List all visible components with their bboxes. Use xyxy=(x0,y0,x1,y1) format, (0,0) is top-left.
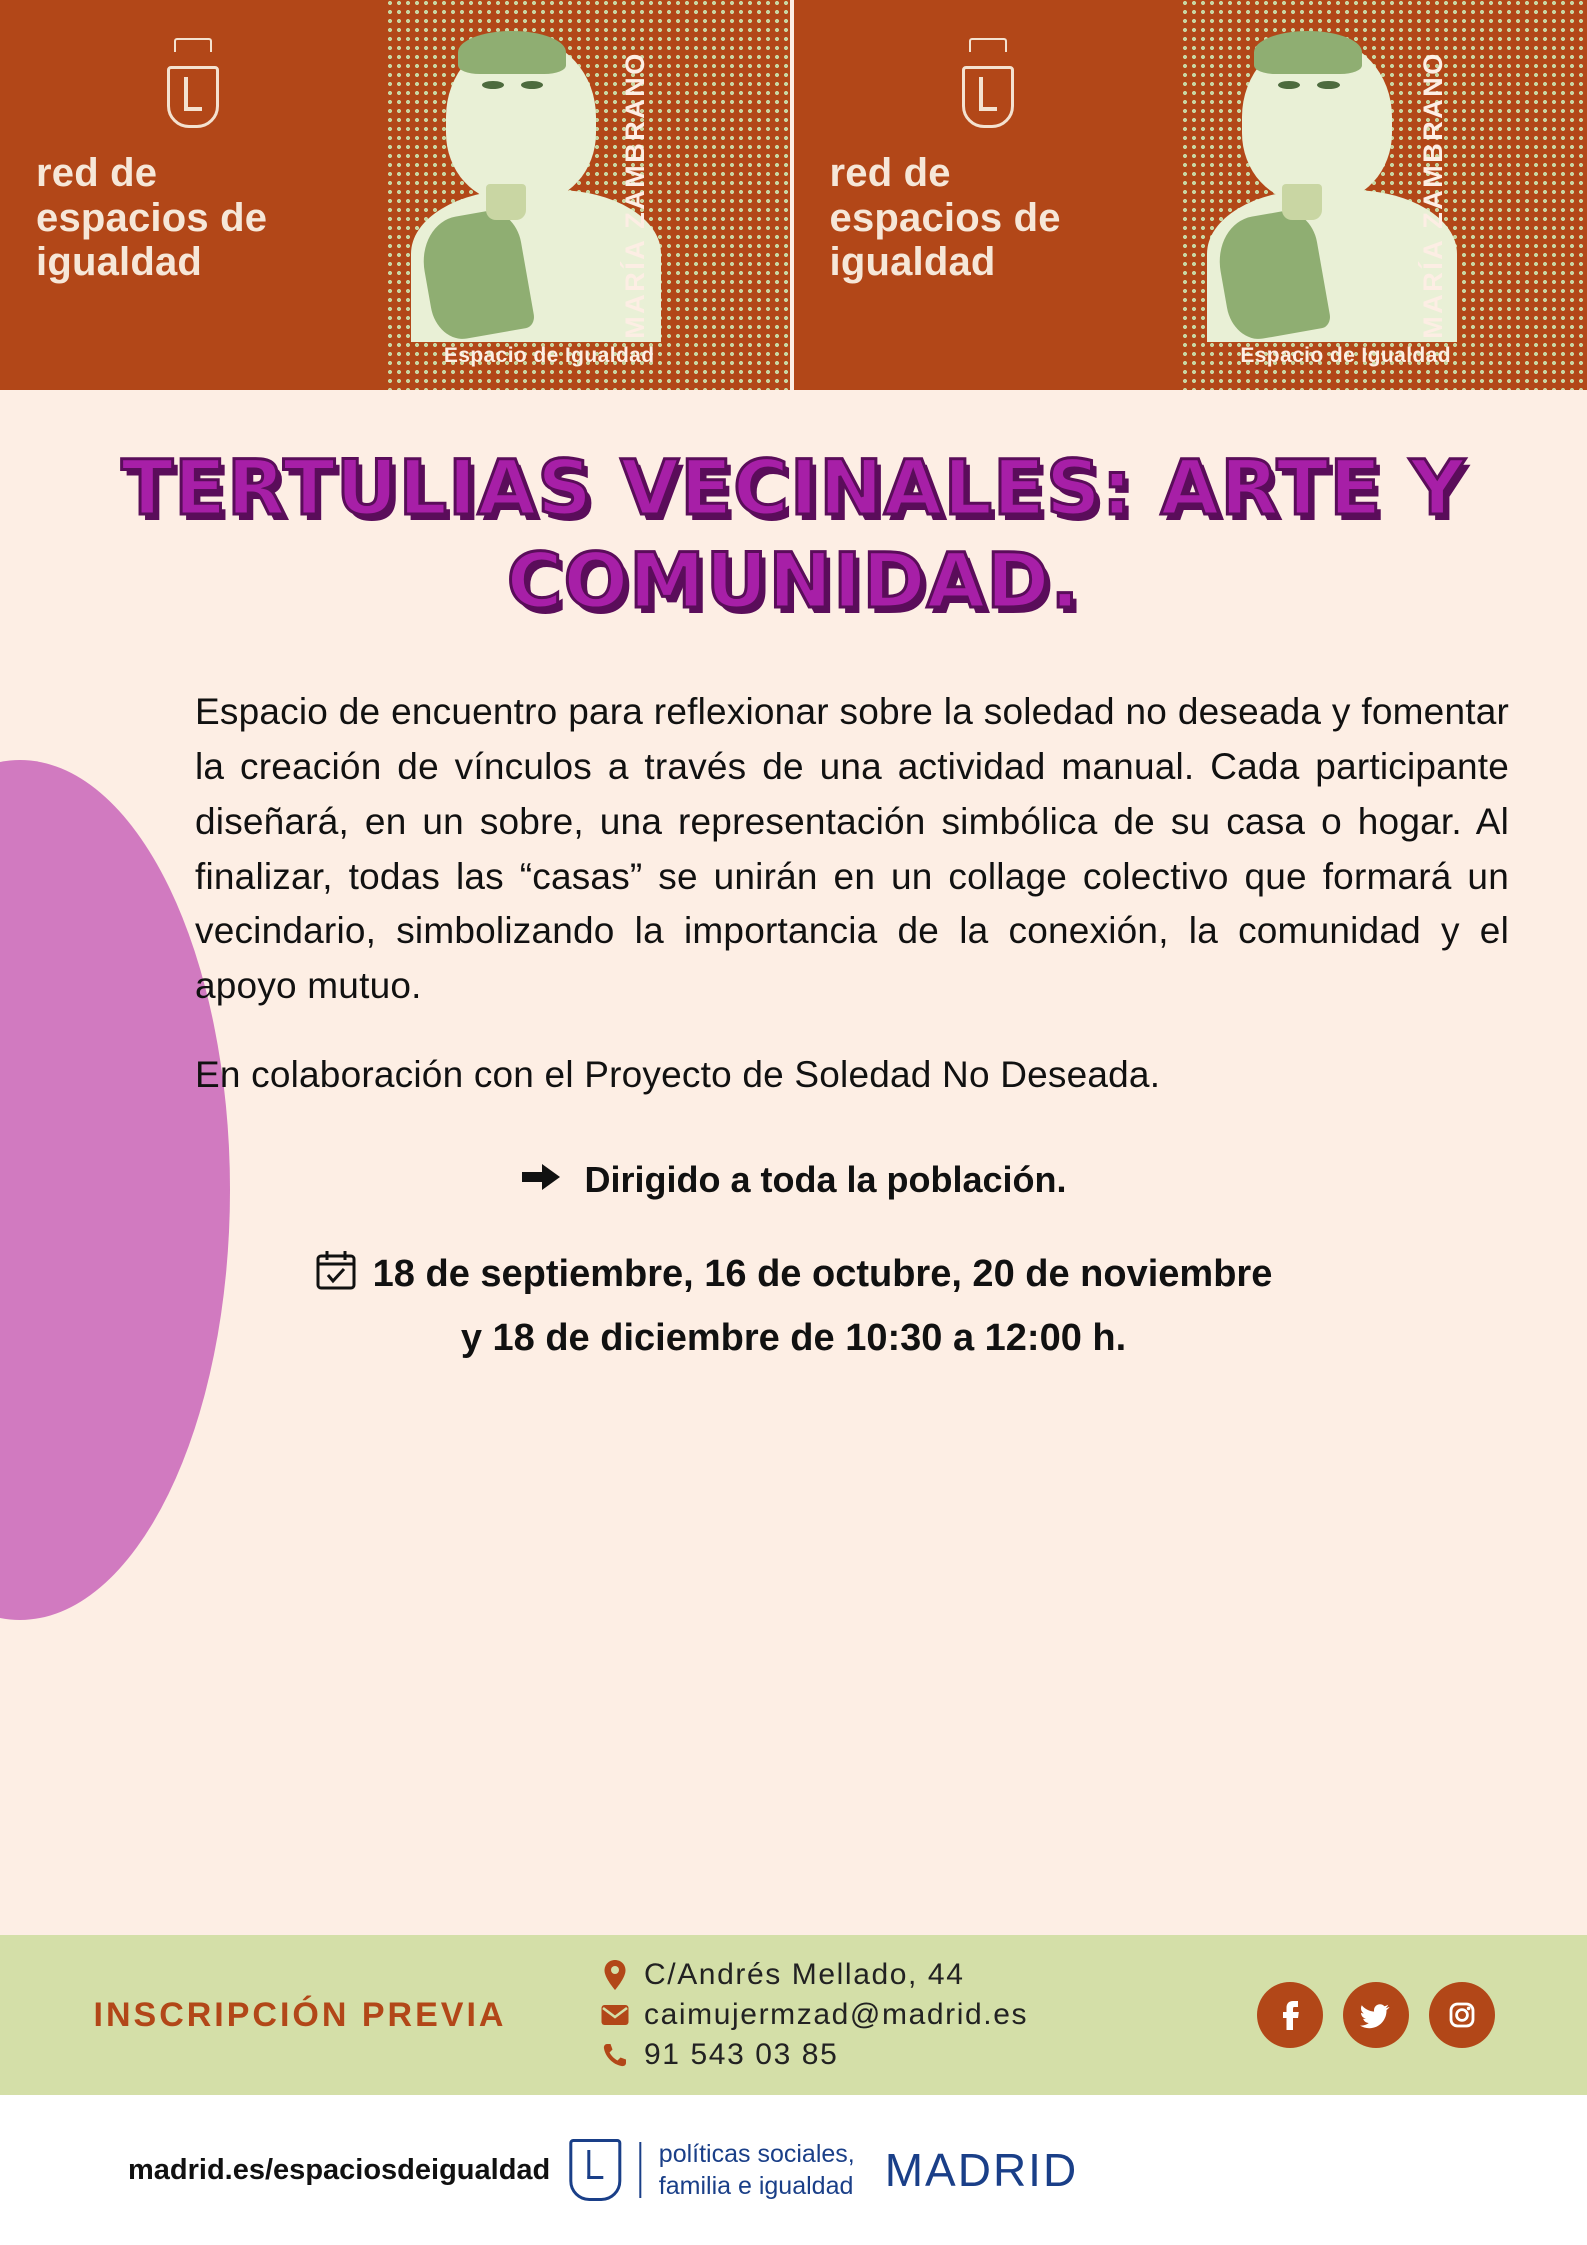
registration-bar xyxy=(0,1935,1587,2095)
logo-divider xyxy=(639,2142,641,2198)
brand-line-3-copy: igualdad xyxy=(829,240,996,285)
maria-zambrano-portrait-icon-2 xyxy=(1182,0,1587,390)
space-name: MARÍA ZAMBRANO xyxy=(620,51,651,339)
header-half-left xyxy=(0,0,794,390)
description-paragraph-2: En colaboración con el Proyecto de Soledad No Deseada. xyxy=(195,1053,1161,1095)
dates-line-1: 18 de septiembre, 16 de octubre, 20 de noviembre xyxy=(372,1253,1273,1296)
bottom-bar xyxy=(0,2095,1587,2245)
facebook-icon[interactable] xyxy=(1257,1982,1323,2048)
inscription-label: INSCRIPCIÓN PREVIA xyxy=(93,1995,507,2034)
madrid-crest-icon xyxy=(164,38,222,116)
madrid-crest-blue-icon xyxy=(569,2139,621,2201)
space-caption: Espacio de Igualdad xyxy=(443,344,655,367)
brand-line-1-copy: red de xyxy=(829,150,951,195)
page-title: TERTULIAS VECINALES: ARTE Y COMUNIDAD. xyxy=(121,443,1466,625)
brand-line-1: red de xyxy=(36,150,158,195)
dates-line-1-row xyxy=(0,1249,1587,1301)
brand-text xyxy=(0,151,387,285)
brand-text-2 xyxy=(794,151,1183,285)
description-block xyxy=(195,685,1509,1102)
brand-block-2 xyxy=(794,0,1183,390)
gov-department-text xyxy=(659,2138,855,2202)
gov-line-1: políticas sociales, xyxy=(658,2140,855,2168)
location-pin-icon xyxy=(600,1959,630,1991)
brand-line-3: igualdad xyxy=(36,240,203,285)
address-row xyxy=(600,1958,1239,1992)
gov-line-2: familia e igualdad xyxy=(658,2172,854,2200)
instagram-icon[interactable] xyxy=(1429,1982,1495,2048)
dates-line-2: y 18 de diciembre de 10:30 a 12:00 h. xyxy=(460,1316,1127,1359)
phone-row[interactable] xyxy=(600,2038,1239,2072)
contact-block xyxy=(600,1958,1239,2072)
twitter-icon[interactable] xyxy=(1343,1982,1409,2048)
email-row[interactable] xyxy=(600,1998,1239,2032)
brand-line-2-copy: espacios de xyxy=(829,195,1061,240)
brand-line-2: espacios de xyxy=(36,195,268,240)
phone-icon xyxy=(600,2042,630,2068)
email-text: caimujermzad@madrid.es xyxy=(644,1998,1029,2031)
dates-block xyxy=(0,1249,1587,1360)
header-banner xyxy=(0,0,1587,390)
arrow-right-icon xyxy=(520,1160,564,1199)
maria-zambrano-portrait-icon xyxy=(387,0,790,390)
madrid-wordmark: MADRID xyxy=(884,2144,1079,2196)
brand-block xyxy=(0,0,387,390)
phone-text: 91 543 03 85 xyxy=(644,2038,839,2071)
audience-text: Dirigido a toda la población. xyxy=(584,1158,1067,1200)
envelope-icon xyxy=(600,2003,630,2027)
government-logo xyxy=(509,2138,1078,2202)
madrid-crest-icon-2 xyxy=(959,38,1017,116)
social-links xyxy=(1239,1982,1587,2048)
space-caption-2: Espacio de Igualdad xyxy=(1240,344,1451,367)
description-paragraph-1: Espacio de encuentro para reflexionar sobre la soledad no deseada y fomentar la creación de vínculos a través de una actividad manual. Cada participante diseñará, en un sobre, una representación simbólica de su casa o hogar. Al finalizar, todas las “casas” se unirán en un collage colectivo que formará un vecindario, simbolizando la importancia de la conexión, la comunidad y el apoyo mutuo. xyxy=(195,691,1509,1007)
space-name-2: MARÍA ZAMBRANO xyxy=(1417,51,1448,339)
header-half-right xyxy=(794,0,1587,390)
calendar-icon xyxy=(315,1249,357,1301)
audience-line xyxy=(0,1159,1587,1201)
site-url[interactable]: madrid.es/espaciosdeigualdad xyxy=(128,2153,551,2186)
address-text: C/Andrés Mellado, 44 xyxy=(644,1958,965,1991)
